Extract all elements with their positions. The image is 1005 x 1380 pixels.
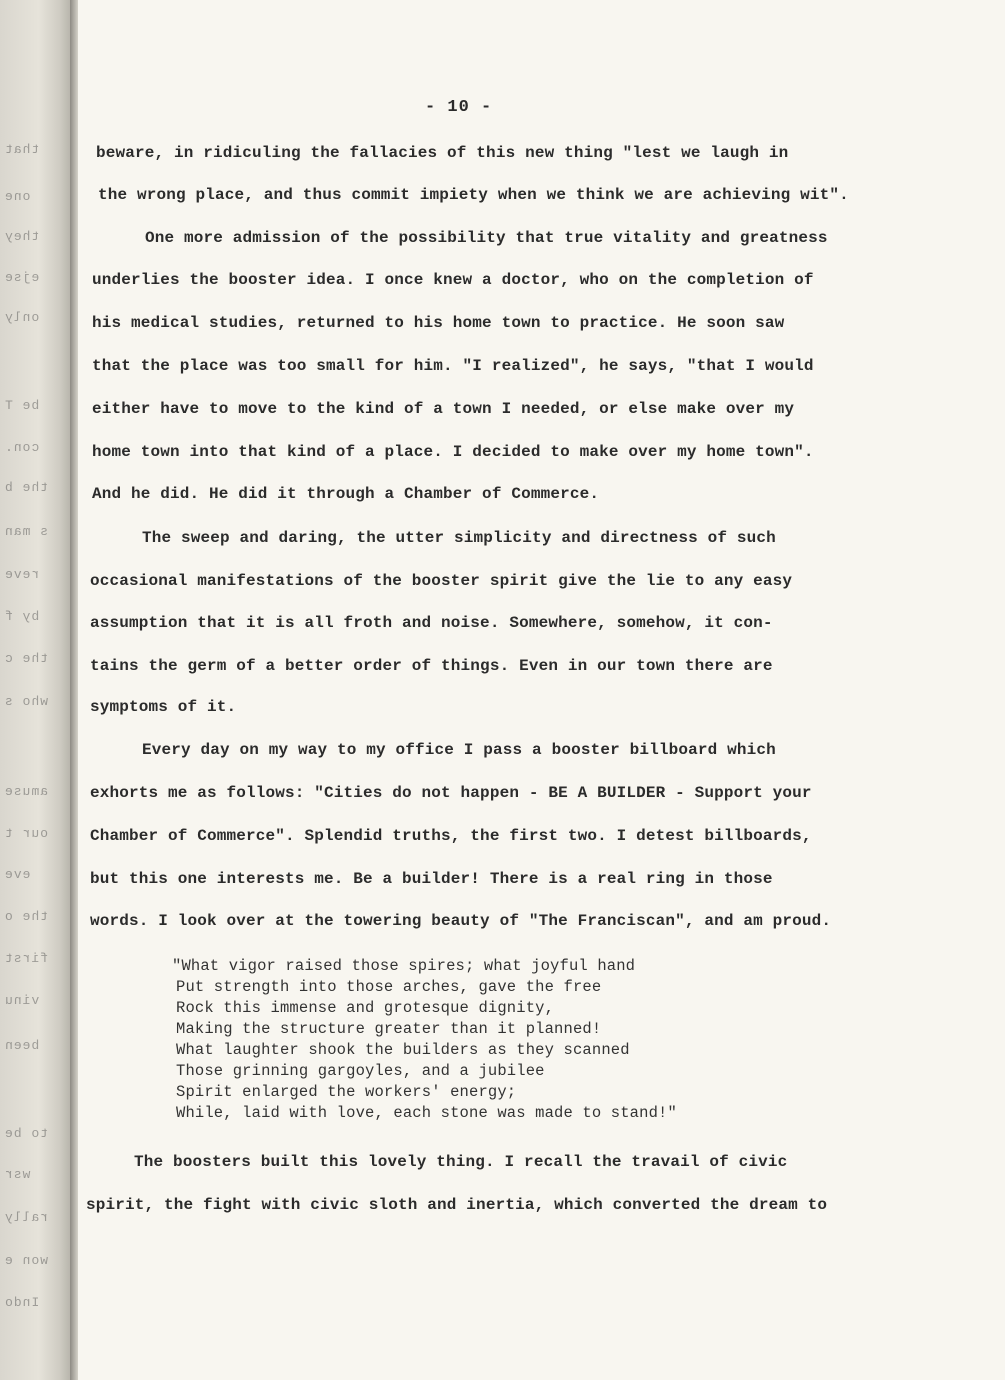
bleed-through-text: con. (4, 440, 40, 455)
bleed-through-text: ejse (4, 270, 40, 285)
body-line: home town into that kind of a place. I decided to make over my home town". (92, 443, 814, 461)
bleed-through-text: who s (4, 694, 49, 709)
bleed-through-text: amuse (4, 784, 49, 799)
bleed-through-text: be T (4, 398, 40, 413)
body-line: symptoms of it. (90, 698, 237, 716)
bleed-through-text: the o (4, 909, 49, 924)
body-line: his medical studies, returned to his home town to practice. He soon saw (92, 314, 785, 332)
body-line: The sweep and daring, the utter simplicity and directness of such (142, 529, 776, 547)
poem-line: While, laid with love, each stone was made to stand!" (176, 1104, 677, 1122)
body-line: underlies the booster idea. I once knew a doctor, who on the completion of (92, 271, 814, 289)
page-number: - 10 - (425, 98, 493, 117)
bleed-through-text: won e (4, 1253, 49, 1268)
previous-page-edge (0, 0, 70, 1380)
bleed-through-text: s man (4, 524, 49, 539)
poem-line: What laughter shook the builders as they scanned (176, 1041, 630, 1059)
bleed-through-text: only (4, 310, 40, 325)
poem-line: Put strength into those arches, gave the free (176, 978, 602, 996)
bleed-through-text: reve (4, 567, 40, 582)
body-line: beware, in ridiculing the fallacies of this new thing "lest we laugh in (96, 144, 789, 162)
bleed-through-text: rally (4, 1210, 49, 1225)
body-line: occasional manifestations of the booster spirit give the lie to any easy (90, 572, 793, 590)
bleed-through-text: Indo (4, 1295, 40, 1310)
typescript-page (78, 0, 1005, 1380)
bleed-through-text: by f (4, 609, 40, 624)
bleed-through-text: first (4, 951, 49, 966)
closing-line: spirit, the fight with civic sloth and inertia, which converted the dream to (86, 1196, 828, 1214)
bleed-through-text: the b (4, 480, 49, 495)
body-line: Chamber of Commerce". Splendid truths, the first two. I detest billboards, (90, 827, 812, 845)
bleed-through-text: vinu (4, 993, 40, 1008)
bleed-through-text: to be (4, 1126, 49, 1141)
body-line: One more admission of the possibility that true vitality and greatness (145, 229, 828, 247)
body-line: but this one interests me. Be a builder! There is a real ring in those (90, 870, 773, 888)
body-line: the wrong place, and thus commit impiety when we think we are achieving wit". (98, 186, 849, 204)
bleed-through-text: wsr (4, 1167, 31, 1182)
bleed-through-text: one (4, 189, 31, 204)
bleed-through-text: been (4, 1038, 40, 1053)
poem-line: Rock this immense and grotesque dignity, (176, 999, 555, 1017)
body-line: Every day on my way to my office I pass a booster billboard which (142, 741, 776, 759)
body-line: words. I look over at the towering beauty of "The Franciscan", and am proud. (90, 912, 832, 930)
body-line: And he did. He did it through a Chamber of Commerce. (92, 485, 600, 503)
bleed-through-text: our t (4, 826, 49, 841)
bleed-through-text: that (4, 142, 40, 157)
poem-line: Spirit enlarged the workers' energy; (176, 1083, 517, 1101)
poem-line: Those grinning gargoyles, and a jubilee (176, 1062, 545, 1080)
bleed-through-text: they (4, 229, 40, 244)
bleed-through-text: the c (4, 651, 49, 666)
bleed-through-text: eve (4, 867, 31, 882)
body-line: that the place was too small for him. "I realized", he says, "that I would (92, 357, 814, 375)
poem-line: Making the structure greater than it planned! (176, 1020, 602, 1038)
body-line: either have to move to the kind of a town I needed, or else make over my (92, 400, 795, 418)
closing-line: The boosters built this lovely thing. I recall the travail of civic (134, 1153, 788, 1171)
body-line: exhorts me as follows: "Cities do not happen - BE A BUILDER - Support your (90, 784, 812, 802)
body-line: tains the germ of a better order of things. Even in our town there are (90, 657, 773, 675)
poem-line: "What vigor raised those spires; what joyful hand (172, 957, 636, 975)
book-binding-shadow (70, 0, 78, 1380)
body-line: assumption that it is all froth and noise. Somewhere, somehow, it con- (90, 614, 773, 632)
